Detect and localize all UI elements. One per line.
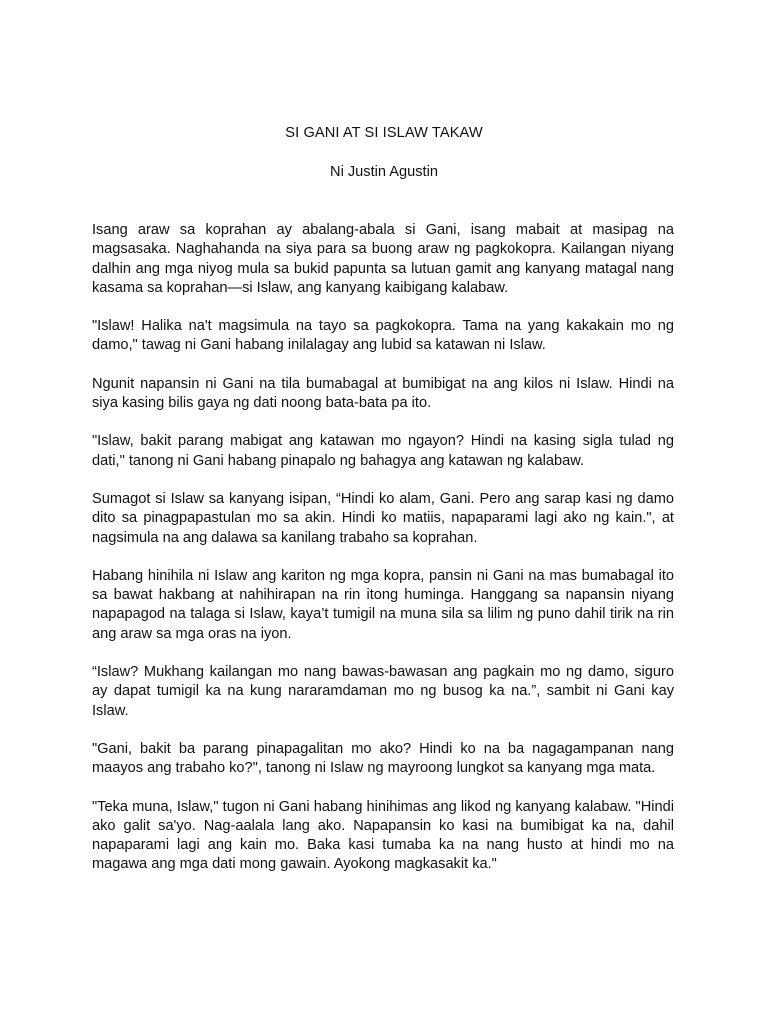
paragraph: "Teka muna, Islaw," tugon ni Gani habang hinihimas ang likod ng kanyang kalabaw. "Hindi ako galit sa'yo. Nag-aalala lang ako. Napapansin ko kasi na bumibigat ka na, dahil napaparami lagi ang kain mo. Baka kasi tumaba ka na nang husto at hindi mo na magawa ang mga dati mong gawain. Ayokong magkasakit ka." — [92, 798, 674, 873]
paragraph: Sumagot si Islaw sa kanyang isipan, “Hindi ko alam, Gani. Pero ang sarap kasi ng damo dito sa pinagpapastulan mo sa akin. Hindi ko matiis, napaparami lagi ako ng kain.", at nagsimula na ang dalawa sa kanilang trabaho sa koprahan. — [92, 490, 674, 546]
paragraph: "Islaw, bakit parang mabigat ang katawan mo ngayon? Hindi na kasing sigla tulad ng dati," tanong ni Gani habang pinapalo ng bahagya ang katawan ng kalabaw. — [92, 433, 674, 469]
paragraph: Isang araw sa koprahan ay abalang-abala si Gani, isang mabait at masipag na magsasaka. Naghahanda na siya para sa buong araw ng pagkokopra. Kailangan niyang dalhin ang mga niyog mula sa bukid papunta sa lutuan gamit ang kanyang matagal nang kasama sa koprahan—si Islaw, ang kanyang kaibigang kalabaw. — [92, 222, 674, 296]
paragraph: "Gani, bakit ba parang pinapagalitan mo ako? Hindi ko na ba nagagampanan nang maayos ang trabaho ko?", tanong ni Islaw ng mayroong lungkot sa kanyang mga mata. — [92, 740, 674, 777]
document-author: Ni Justin Agustin — [330, 164, 438, 180]
paragraph: "Islaw! Halika na't magsimula na tayo sa pagkokopra. Tama na yang kakakain mo ng damo," tawag ni Gani habang inilalagay ang lubid sa katawan ni Islaw. — [92, 318, 674, 354]
paragraph: Ngunit napansin ni Gani na tila bumabagal at bumibigat na ang kilos ni Islaw. Hindi na siya kasing bilis gaya ng dati noong bata-bata pa ito. — [92, 375, 674, 412]
document-title: SI GANI AT SI ISLAW TAKAW — [285, 125, 483, 141]
paragraph: “Islaw? Mukhang kailangan mo nang bawas-bawasan ang pagkain mo ng damo, siguro ay dapat tumigil ka na kung nararamdaman mo ng busog ka na.”, sambit ni Gani kay Islaw. — [92, 664, 674, 719]
story-body — [92, 221, 674, 894]
paragraph: Habang hinihila ni Islaw ang kariton ng mga kopra, pansin ni Gani na mas bumabagal ito sa bawat hakbang at nahihirapan na rin itong huminga. Hanggang sa napansin niyang napapagod na talaga si Islaw, kaya’t tumigil na muna sila sa lilim ng puno dahil tirik na rin ang araw sa mga oras na iyon. — [92, 567, 674, 642]
